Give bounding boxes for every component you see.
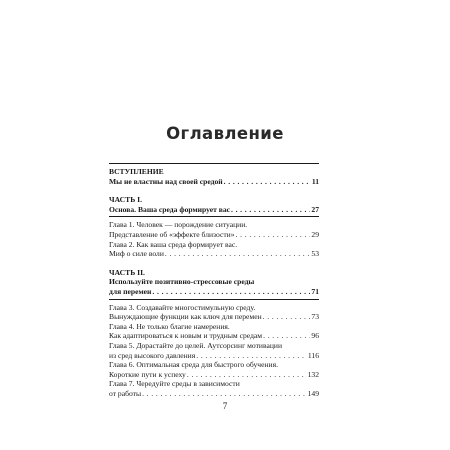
toc-entry[interactable] bbox=[109, 220, 319, 230]
toc-entry[interactable] bbox=[109, 351, 319, 361]
toc-entry-label: Глава 7. Чередуйте среды в зависимости bbox=[109, 379, 240, 389]
toc-entry-label: Глава 5. Дорастайте до целей. Аутсорсинг мотивации bbox=[109, 340, 283, 350]
toc-entry-page: 73 bbox=[311, 312, 319, 322]
toc-entry[interactable] bbox=[109, 360, 319, 370]
toc-entry[interactable] bbox=[109, 322, 319, 332]
toc-entry-page: 27 bbox=[311, 204, 319, 214]
toc-entry-label: Вынуждающие функции как ключ для перемен bbox=[109, 312, 262, 322]
section-rule bbox=[109, 299, 319, 300]
leader-dots bbox=[165, 249, 311, 259]
toc-entry[interactable] bbox=[109, 331, 319, 341]
toc-entry[interactable] bbox=[109, 249, 319, 259]
leader-dots bbox=[152, 287, 310, 297]
leader-dots bbox=[263, 312, 311, 322]
toc-entry[interactable] bbox=[109, 240, 319, 250]
toc-entry-page: 132 bbox=[307, 369, 319, 379]
section-rule bbox=[109, 216, 319, 217]
toc-entry[interactable] bbox=[109, 341, 319, 351]
table-of-contents bbox=[109, 163, 319, 398]
section-rule bbox=[109, 163, 319, 164]
intro-heading: ВСТУПЛЕНИЕ bbox=[109, 167, 164, 176]
toc-entry[interactable] bbox=[109, 303, 319, 313]
toc-entry-label: Как адаптироваться к новым и трудным средам bbox=[109, 331, 263, 341]
toc-entry-page: 149 bbox=[307, 388, 319, 398]
toc-entry[interactable] bbox=[109, 230, 319, 240]
part1-title: Основа. Ваша среда формирует вас bbox=[109, 204, 230, 214]
toc-entry-page: 71 bbox=[311, 286, 319, 296]
leader-dots bbox=[263, 331, 310, 341]
toc-entry-page: 29 bbox=[311, 229, 319, 239]
toc-entry-label: от работы bbox=[109, 388, 142, 398]
leader-dots bbox=[236, 230, 311, 240]
toc-entry-label: Глава 1. Человек — порождение ситуации. bbox=[109, 220, 248, 230]
page-number: 7 bbox=[222, 401, 228, 411]
toc-entry-page: 53 bbox=[311, 249, 319, 259]
toc-entry-intro[interactable] bbox=[109, 177, 319, 187]
toc-entry-label: Представление об «эффекте близости» bbox=[109, 229, 235, 239]
toc-entry-label: Глава 6. Оптимальная среда для быстрого обучения. bbox=[109, 360, 278, 370]
toc-entry-page: 116 bbox=[307, 350, 319, 360]
toc-entry-page: 96 bbox=[311, 331, 319, 341]
part2-heading: ЧАСТЬ II. bbox=[109, 267, 145, 277]
toc-entry-label: Глава 3. Создавайте многостимульную среду. bbox=[109, 302, 256, 312]
toc-entry-label: Мы не властны над своей средой bbox=[109, 176, 223, 186]
part1-title-row[interactable] bbox=[109, 205, 319, 215]
toc-entry[interactable] bbox=[109, 379, 319, 389]
leader-dots bbox=[187, 370, 307, 380]
part1-heading: ЧАСТЬ I. bbox=[109, 195, 142, 205]
part2-title-row-1[interactable] bbox=[109, 277, 319, 287]
toc-entry-label: Миф о силе воли bbox=[109, 249, 164, 259]
leader-dots bbox=[224, 177, 311, 187]
part2-title-line1: Используйте позитивно-стрессовые среды bbox=[109, 277, 255, 287]
part2-title-row-2[interactable] bbox=[109, 287, 319, 297]
toc-entry-label: Глава 2. Как ваша среда формирует вас. bbox=[109, 239, 238, 249]
toc-entry[interactable] bbox=[109, 389, 319, 399]
page-title: Оглавление bbox=[166, 124, 284, 143]
part2-title-line2: для перемен bbox=[109, 286, 152, 296]
toc-entry-page: 11 bbox=[311, 176, 319, 186]
toc-entry-label: из сред высокого давления bbox=[109, 350, 196, 360]
toc-entry-label: Короткие пути к успеху bbox=[109, 369, 186, 379]
toc-entry[interactable] bbox=[109, 312, 319, 322]
leader-dots bbox=[196, 351, 307, 361]
leader-dots bbox=[142, 389, 307, 399]
toc-entry-label: Глава 4. Не только благие намерения. bbox=[109, 321, 230, 331]
toc-entry[interactable] bbox=[109, 370, 319, 380]
leader-dots bbox=[231, 205, 310, 215]
